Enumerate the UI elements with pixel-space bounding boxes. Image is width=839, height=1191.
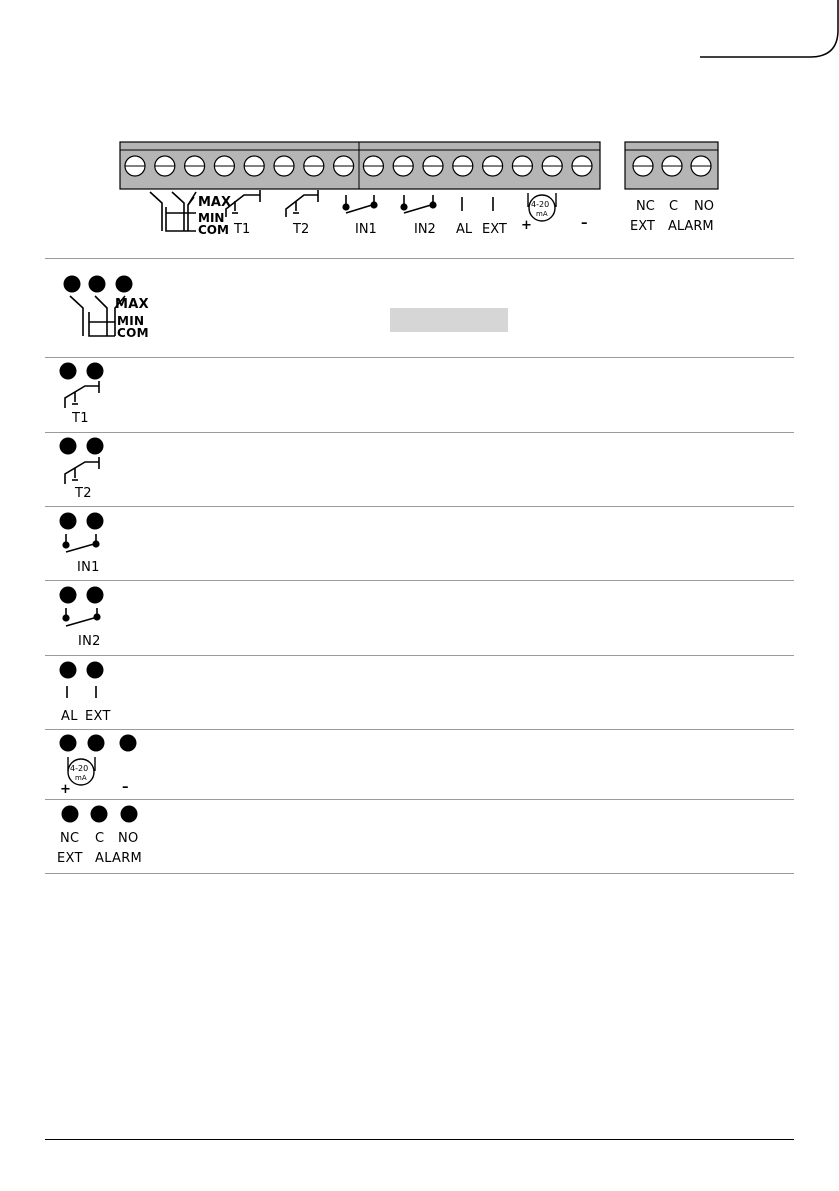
t2-thermostat-icon xyxy=(53,436,133,488)
legend-t2-label: T2 xyxy=(75,486,92,501)
legend-c-label: C xyxy=(95,831,105,846)
label-ext-relay: EXT xyxy=(630,219,655,234)
al-ext-symbol xyxy=(462,197,493,211)
legend-row-t2 xyxy=(45,432,794,506)
legend-row-al-ext xyxy=(45,655,794,729)
legend-level-max: MAX xyxy=(115,297,149,312)
legend-t1-label: T1 xyxy=(72,411,89,426)
t1-thermostat-symbol xyxy=(226,190,260,217)
legend-row-analog xyxy=(45,729,794,799)
table-rule xyxy=(45,873,794,874)
legend-in1-label: IN1 xyxy=(77,560,100,575)
legend-level-com: COM xyxy=(117,326,149,340)
label-no: NO xyxy=(694,199,714,214)
in1-switch-symbol xyxy=(343,195,377,213)
label-ma-range: 4-20 xyxy=(531,200,550,209)
label-nc: NC xyxy=(636,199,655,214)
label-ext: EXT xyxy=(482,222,507,237)
legend-ma-unit: mA xyxy=(75,774,87,782)
legend-in2-label: IN2 xyxy=(78,634,101,649)
in2-switch-symbol xyxy=(401,195,436,213)
ma-loop-icon xyxy=(53,731,153,795)
legend-ma-range: 4-20 xyxy=(70,764,89,773)
label-t1: T1 xyxy=(234,222,251,237)
label-min: MIN xyxy=(198,211,225,225)
t1-thermostat-icon xyxy=(53,362,133,412)
label-in1: IN1 xyxy=(355,222,377,237)
label-in2: IN2 xyxy=(414,222,436,237)
legend-row-in1 xyxy=(45,506,794,580)
terminal-block-diagram xyxy=(110,135,730,245)
label-max: MAX xyxy=(198,195,232,210)
label-alarm: ALARM xyxy=(668,219,714,234)
legend-ext-relay-label: EXT xyxy=(57,851,83,866)
label-plus: + xyxy=(521,218,532,233)
al-ext-icon xyxy=(53,658,133,700)
legend-alarm-label: ALARM xyxy=(95,851,143,866)
legend-row-t1 xyxy=(45,357,794,432)
legend-nc-label: NC xyxy=(60,831,80,846)
legend-level-min: MIN xyxy=(117,314,145,328)
legend-row-relay xyxy=(45,799,794,873)
page-corner-curve xyxy=(700,0,839,60)
legend-ext-label: EXT xyxy=(85,709,111,724)
legend-row-in2 xyxy=(45,580,794,655)
label-com: COM xyxy=(198,223,229,237)
label-ma-unit: mA xyxy=(536,210,548,218)
legend-plus: + xyxy=(60,782,71,795)
in1-switch-icon xyxy=(53,510,133,560)
label-t2: T2 xyxy=(293,222,310,237)
label-minus: – xyxy=(581,216,588,231)
legend-minus: – xyxy=(122,780,129,795)
label-c: C xyxy=(669,199,679,214)
level-probe-symbol xyxy=(150,192,196,231)
label-al: AL xyxy=(456,222,473,237)
image-placeholder xyxy=(390,308,508,332)
level-probe-icon xyxy=(53,270,173,350)
in2-switch-icon xyxy=(53,583,133,633)
t2-thermostat-symbol xyxy=(286,190,318,217)
relay-terminals-icon xyxy=(53,801,153,825)
legend-no-label: NO xyxy=(118,831,139,846)
footer-rule xyxy=(45,1139,794,1140)
legend-al-label: AL xyxy=(61,709,78,724)
